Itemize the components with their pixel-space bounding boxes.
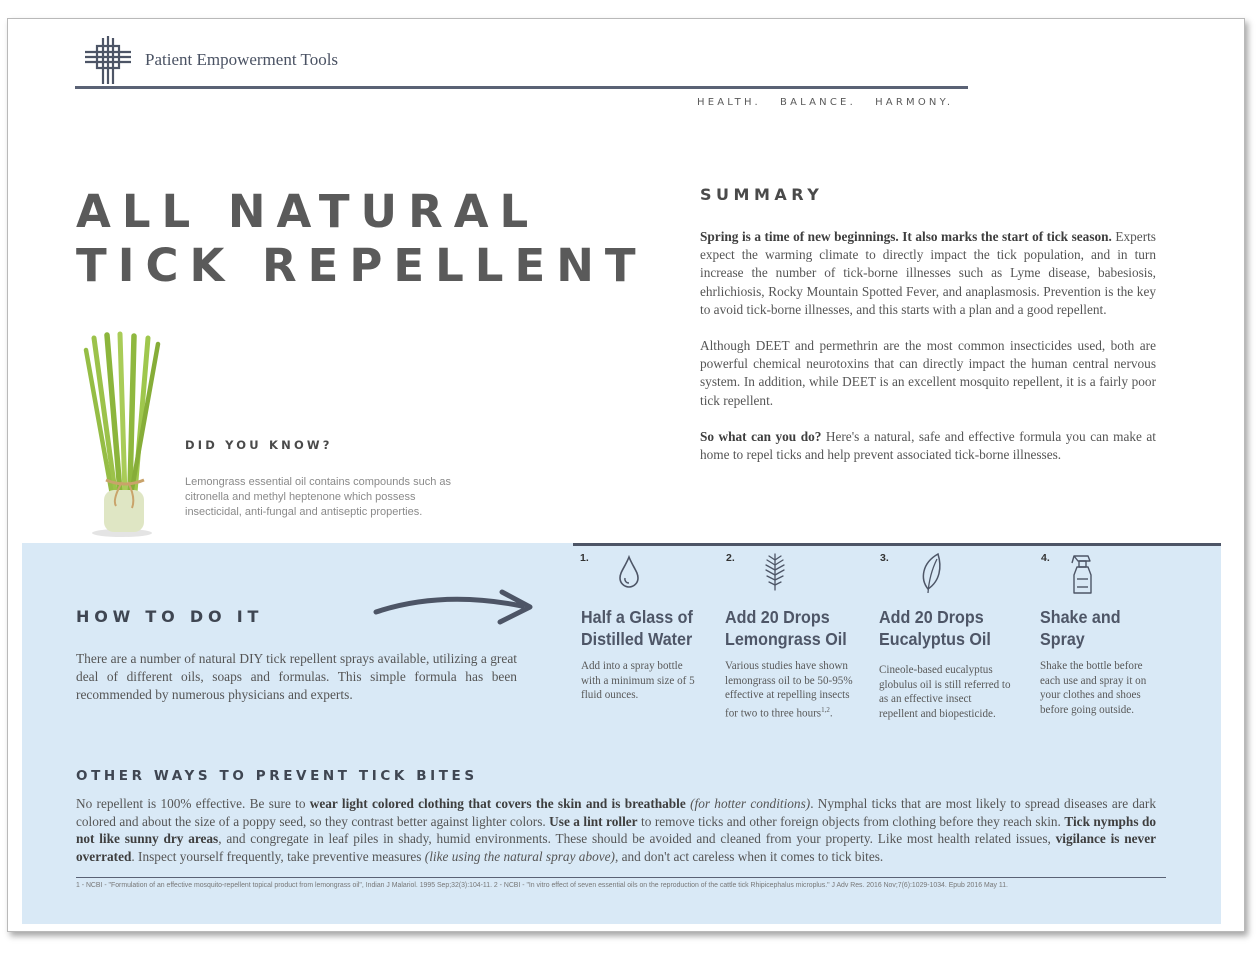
tagline: HEALTH. BALANCE. HARMONY. xyxy=(697,97,954,108)
other-text-1: No repellent is 100% effective. Be sure to xyxy=(76,796,310,811)
summary-heading: SUMMARY xyxy=(700,185,824,204)
tip-sunny-areas: Tick nymphs do not like sunny dry areas xyxy=(76,813,1156,846)
cross-logo-icon xyxy=(83,34,133,86)
step-1-title-line-2: Distilled Water xyxy=(581,629,693,649)
grass-leaf-icon xyxy=(762,552,788,592)
step-3-title-line-1: Add 20 Drops xyxy=(879,607,984,627)
footnote-divider xyxy=(76,877,1166,878)
summary-paragraph-1 xyxy=(700,228,1156,319)
other-ways-text xyxy=(76,795,1156,865)
summary-lead: Spring is a time of new beginnings. It also marks the start of tick season. xyxy=(700,229,1112,244)
summary-body xyxy=(700,228,1156,482)
other-text-4: to remove ticks and other foreign objects from clothing before they reach skin. xyxy=(637,813,1065,829)
step-2-description-text: Various studies have shown lemongrass oil to be 50-95% effective at repelling insects for two to three hours xyxy=(725,660,853,720)
step-2-citation: 1,2 xyxy=(821,705,830,714)
brand-name: Patient Empowerment Tools xyxy=(145,50,339,69)
title-line-2: TICK REPELLENT xyxy=(76,239,647,292)
step-2-description xyxy=(725,659,857,721)
tip-clothing-note: (for hotter conditions) xyxy=(690,796,811,811)
steps-divider xyxy=(573,543,1221,546)
step-2-title-line-1: Add 20 Drops xyxy=(725,607,830,627)
other-text-6: . Inspect yourself frequently, take preventive measures xyxy=(131,848,425,864)
step-4-title xyxy=(1040,606,1121,650)
footnote: 1 - NCBI - "Formulation of an effective mosquito-repellent topical product from lemongrass oil", Indian J Malariol. 1995 Sep;32(3):104-11. 2 - NCBI - "In vitro effect of seven essential oils on the reproduction of the cattle tick Rhipicephalus microplus." J Adv Res. 2016 Nov;7(6):1029-1034. Epub 2016 May 11. xyxy=(76,882,1008,889)
step-1-title-line-1: Half a Glass of xyxy=(581,607,693,627)
summary-paragraph-3 xyxy=(700,428,1156,464)
other-ways-heading: OTHER WAYS TO PREVENT TICK BITES xyxy=(76,768,478,784)
tip-lint-roller: Use a lint roller xyxy=(549,813,638,829)
tip-vigilance: vigilance is never overrated xyxy=(76,831,1156,864)
did-you-know-text: Lemongrass essential oil contains compounds such as citronella and methyl heptenone which possess insecticidal, anti-fungal and antiseptic properties. xyxy=(185,476,451,518)
lemongrass-bundle-image xyxy=(82,330,172,540)
step-4-number: 4. xyxy=(1041,552,1050,564)
summary-question: So what can you do? xyxy=(700,428,822,444)
summary-text: Experts expect the warming climate to directly impact the tick population, and in turn increase the number of tick-borne illnesses such as Lyme disease, babesiosis, ehrlichiosis, Rocky Mountain Spotted Fever, and anaplasmosis. Prevention is the key to avoid tick-borne illnesses, and this starts with a plan and a good repellent. xyxy=(700,229,1156,317)
other-text-3: . Nymphal ticks that are most likely to spread diseases are dark colored and about the size of a poppy seed, so they contrast better against lighter colors. xyxy=(76,796,1157,829)
summary-paragraph-2: Although DEET and permethrin are the most common insecticides used, both are powerful chemical neurotoxins that can directly impact the human central nervous system. In addition, while DEET is an excellent mosquito repellent, it is a fairly poor tick repellent. xyxy=(700,338,1156,408)
step-1-number: 1. xyxy=(580,552,589,564)
water-drop-icon xyxy=(617,555,641,589)
instructions-panel xyxy=(22,543,1221,924)
step-2-title xyxy=(725,606,847,650)
other-text-5: , and congregate in leaf piles in shady, humid environments. These should be avoided and cleaned from your property. Like most health related issues, xyxy=(218,831,1056,846)
step-2-title-line-2: Lemongrass Oil xyxy=(725,629,847,649)
other-text-7: , and don't act careless when it comes to tick bites. xyxy=(614,848,884,864)
how-to-heading: HOW TO DO IT xyxy=(76,607,264,626)
step-2-period: . xyxy=(829,707,833,720)
step-3-title-line-2: Eucalyptus Oil xyxy=(879,629,991,649)
title-line-1: ALL NATURAL xyxy=(76,185,540,238)
how-to-text: There are a number of natural DIY tick repellent sprays available, utilizing a great deal of different oils, soaps and formulas. This simple formula has been recommended by numerous physicians and experts. xyxy=(76,651,517,703)
step-2-number: 2. xyxy=(726,552,735,564)
step-4-description: Shake the bottle before each use and spray it on your clothes and shoes before going outside. xyxy=(1040,660,1147,716)
tip-clothing: wear light colored clothing that covers the skin and is breathable xyxy=(309,796,686,811)
spray-bottle-icon xyxy=(1068,553,1096,595)
header-divider xyxy=(75,86,968,89)
step-3-number: 3. xyxy=(880,552,889,564)
step-3-description: Cineole-based eucalyptus globulus oil is still referred to as an effective insect repellent and biopesticide. xyxy=(879,664,1011,720)
step-1-description: Add into a spray bottle with a minimum size of 5 fluid ounces. xyxy=(581,660,695,702)
eucalyptus-leaf-icon xyxy=(918,551,946,595)
did-you-know-heading: DID YOU KNOW? xyxy=(185,438,333,452)
step-3-title xyxy=(879,606,991,650)
step-1-title xyxy=(581,606,693,650)
summary-answer: Here's a natural, safe and effective formula you can make at home to repel ticks and help prevent associated tick-borne illnesses. xyxy=(700,428,1157,463)
tip-spray-note: (like using the natural spray above) xyxy=(424,848,615,864)
arrow-right-icon xyxy=(372,586,537,628)
page-title xyxy=(76,185,647,293)
step-4-title-line-1: Shake and xyxy=(1040,607,1121,627)
step-4-title-line-2: Spray xyxy=(1040,629,1085,649)
